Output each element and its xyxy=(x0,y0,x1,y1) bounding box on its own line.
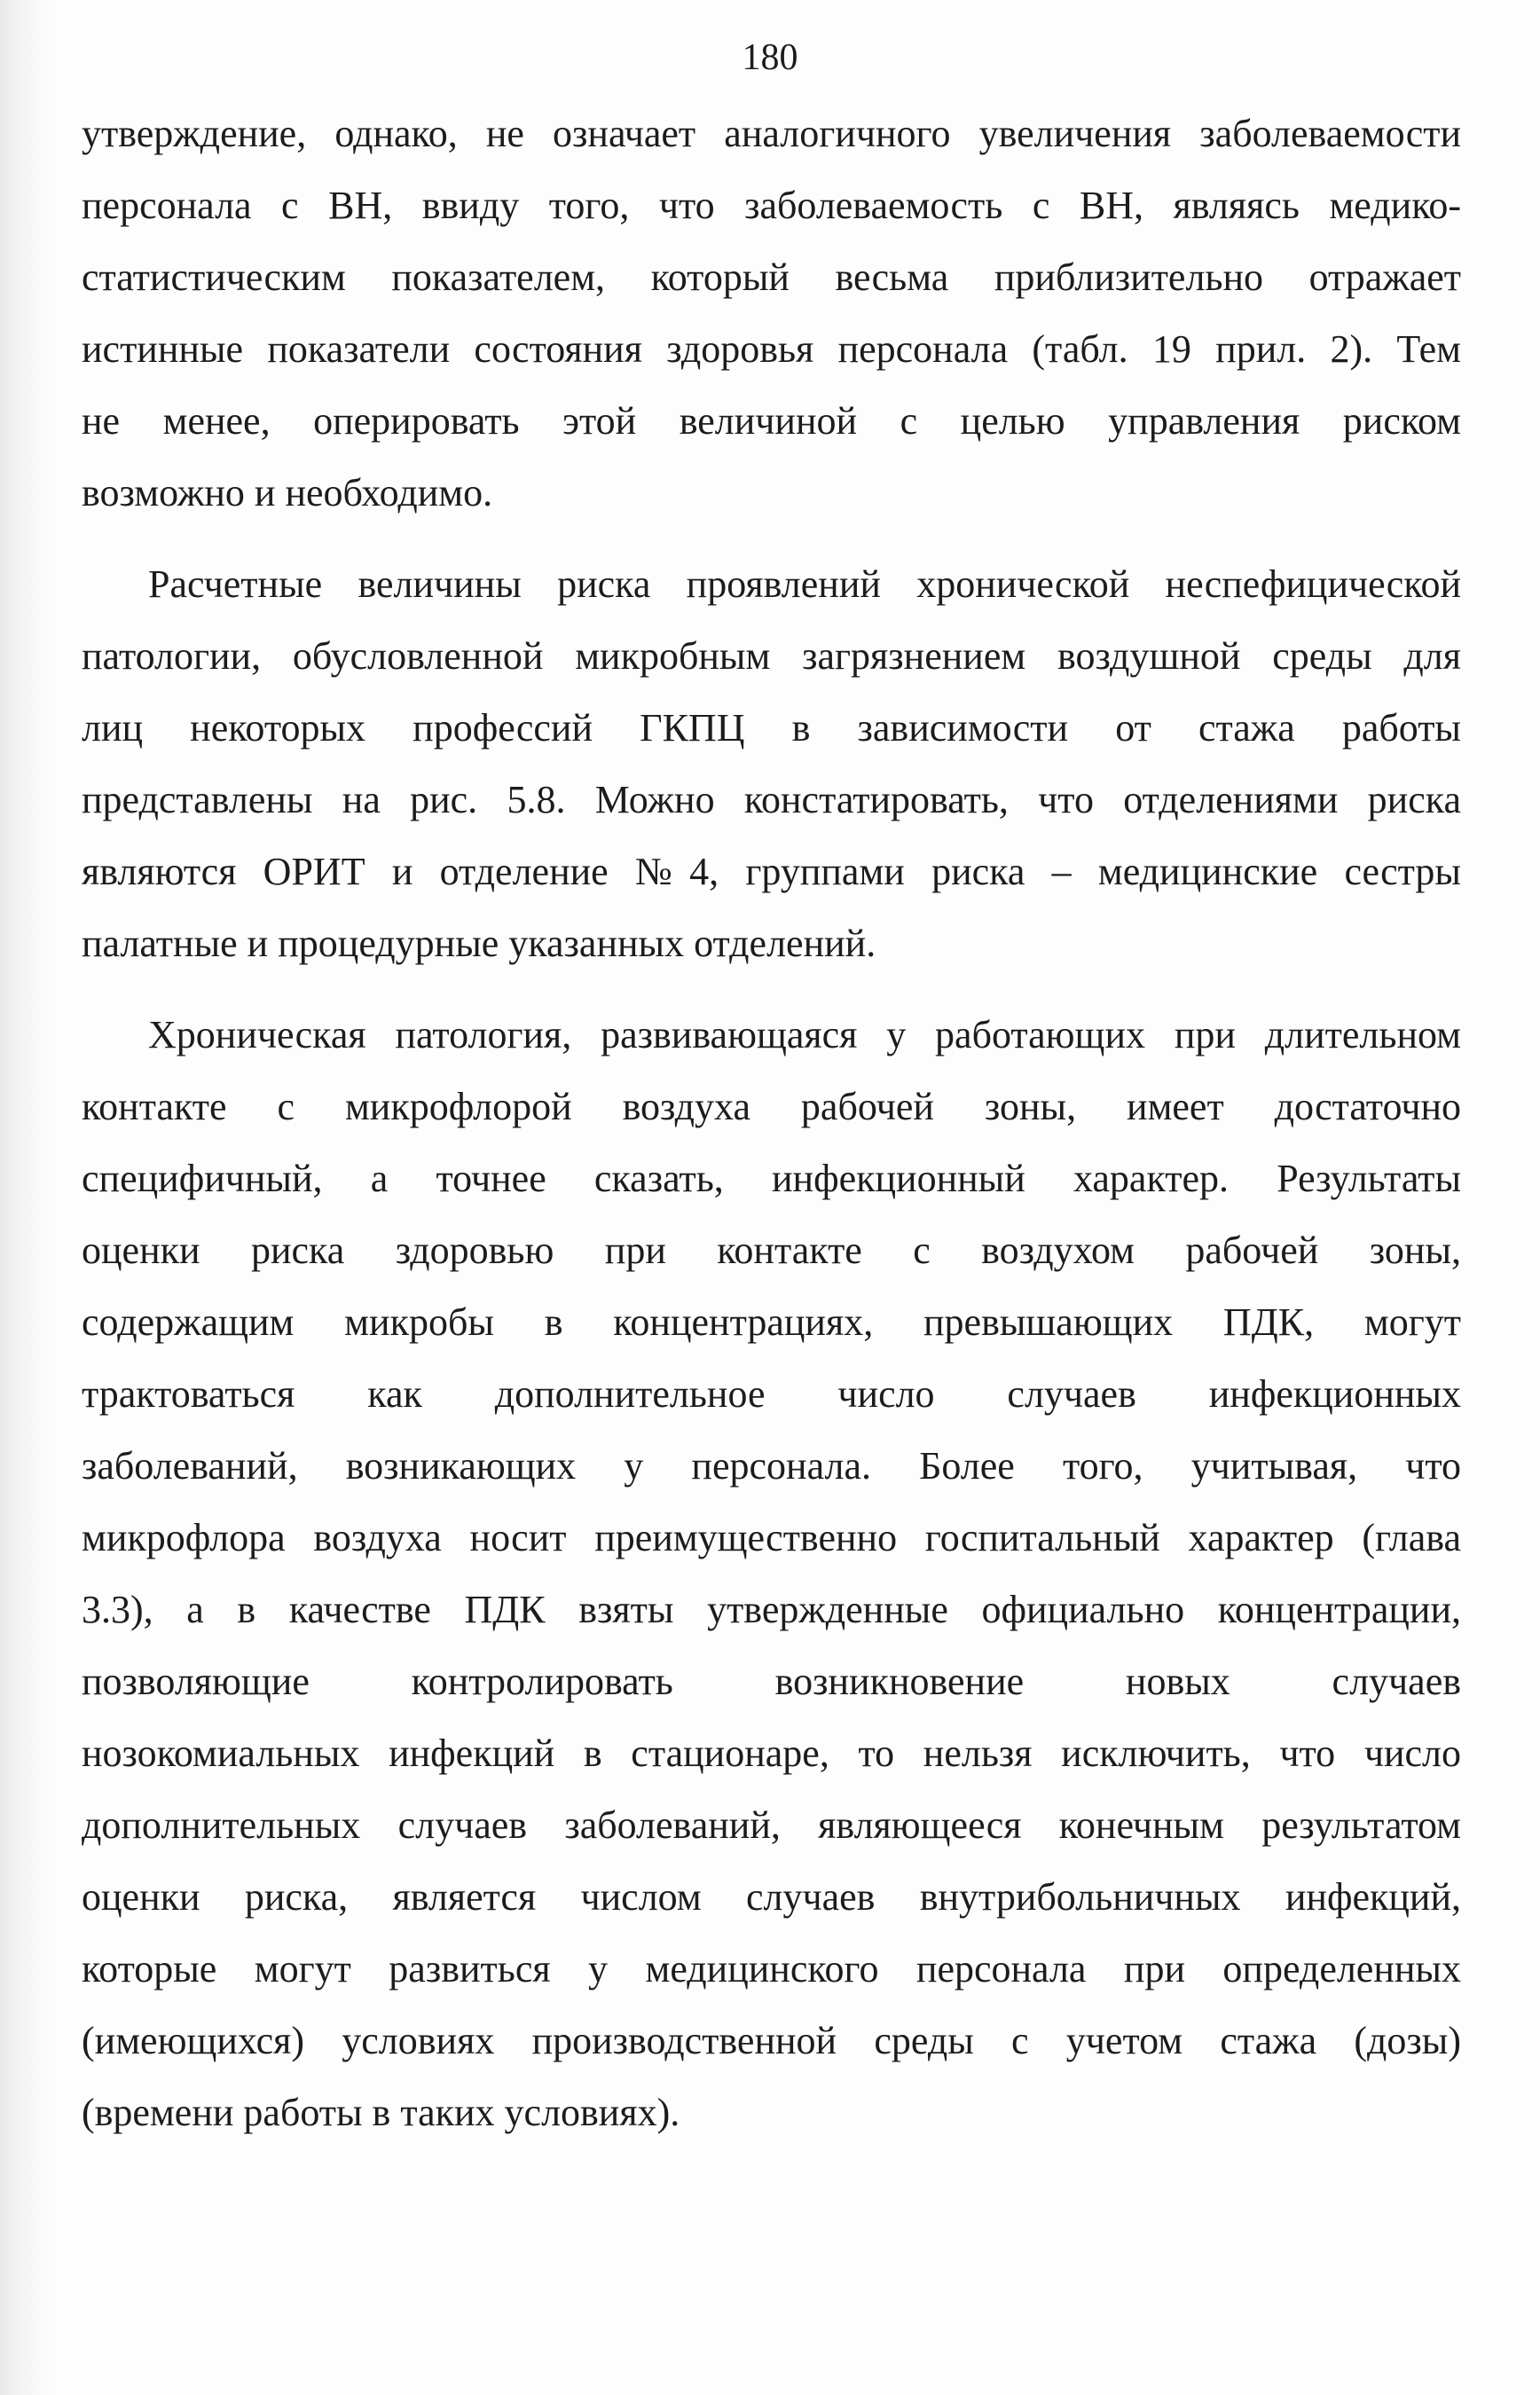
text-line: оценки риска здоровью при контакте с воздухом рабочей зоны, xyxy=(82,1229,1461,1272)
text-line: (времени работы в таких условиях). xyxy=(82,2091,680,2134)
text-line: патологии, обусловленной микробным загрязнением воздушной среды для xyxy=(82,634,1461,678)
text-line: (имеющихся) условиях производственной среды с учетом стажа (дозы) xyxy=(82,2019,1461,2062)
body-text xyxy=(82,98,1461,2148)
paragraph xyxy=(82,548,1461,979)
text-line: содержащим микробы в концентрациях, превышающих ПДК, могут xyxy=(82,1300,1461,1344)
text-line: заболеваний, возникающих у персонала. Более того, учитывая, что xyxy=(82,1444,1461,1488)
scan-shadow-edge xyxy=(0,0,53,2395)
text-line: утверждение, однако, не означает аналогичного увеличения заболеваемости xyxy=(82,112,1461,155)
text-line: статистическим показателем, который весьма приблизительно отражает xyxy=(82,255,1461,299)
text-line: представлены на рис. 5.8. Можно констатировать, что отделениями риска xyxy=(82,778,1461,821)
text-line: палатные и процедурные указанных отделений. xyxy=(82,922,876,965)
paragraph xyxy=(82,999,1461,2148)
text-line: дополнительных случаев заболеваний, являющееся конечным результатом xyxy=(82,1803,1461,1847)
text-line: возможно и необходимо. xyxy=(82,471,493,514)
text-line: лиц некоторых профессий ГКПЦ в зависимости от стажа работы xyxy=(82,706,1461,750)
text-line: оценки риска, является числом случаев внутрибольничных инфекций, xyxy=(82,1875,1461,1919)
text-line: трактоваться как дополнительное число случаев инфекционных xyxy=(82,1372,1461,1416)
text-line: персонала с ВН, ввиду того, что заболеваемость с ВН, являясь медико- xyxy=(82,184,1461,227)
text-line: не менее, оперировать этой величиной с целью управления риском xyxy=(82,399,1461,443)
paragraph xyxy=(82,98,1461,529)
page-number: 180 xyxy=(742,37,798,78)
text-line: являются ОРИТ и отделение №4, группами риска – медицинские сестры xyxy=(82,850,1461,893)
text-line: которые могут развиться у медицинского персонала при определенных xyxy=(82,1947,1461,1991)
text-line: 3.3), а в качестве ПДК взяты утвержденные официально концентрации, xyxy=(82,1588,1461,1631)
text-line: контакте с микрофлорой воздуха рабочей зоны, имеет достаточно xyxy=(82,1085,1461,1128)
text-line: Расчетные величины риска проявлений хронической неспефицической xyxy=(148,562,1461,606)
text-line: позволяющие контролировать возникновение новых случаев xyxy=(82,1660,1461,1703)
text-line: истинные показатели состояния здоровья персонала (табл. 19 прил. 2). Тем xyxy=(82,327,1461,371)
text-line: Хроническая патология, развивающаяся у работающих при длительном xyxy=(148,1013,1461,1056)
text-line: микрофлора воздуха носит преимущественно госпитальный характер (глава xyxy=(82,1516,1461,1559)
text-line: специфичный, а точнее сказать, инфекционный характер. Результаты xyxy=(82,1157,1461,1200)
text-line: нозокомиальных инфекций в стационаре, то нельзя исключить, что число xyxy=(82,1731,1461,1775)
paragraph-spacer xyxy=(82,529,1461,548)
paragraph-spacer xyxy=(82,979,1461,999)
